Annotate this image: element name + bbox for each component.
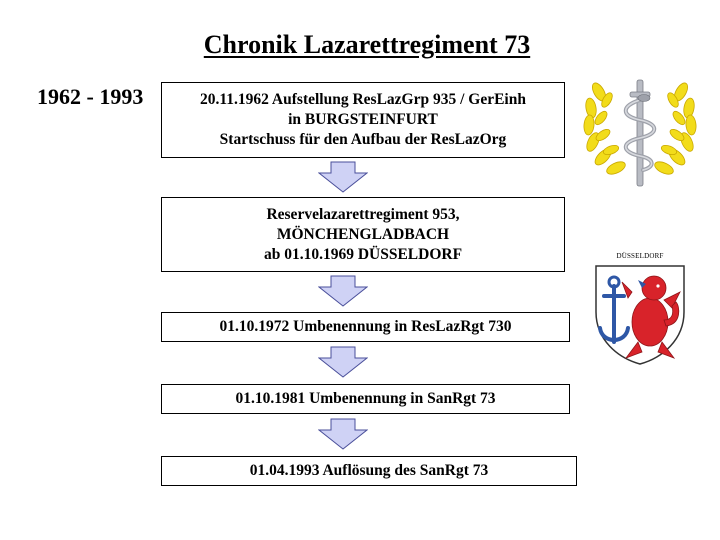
timeline-box-2-line-3: ab 01.10.1969 DÜSSELDORF — [263, 245, 463, 263]
timeline-box-2-line-2: MÖNCHENGLADBACH — [276, 225, 450, 243]
timeline-box-3 — [161, 312, 570, 342]
timeline-box-2-line-1: Reservelazarettregiment 953, — [266, 205, 460, 223]
timeline-box-1-line-1: 20.11.1962 Aufstellung ResLazGrp 935 / GerEinh — [200, 91, 526, 108]
timeline-box-1-line-3: Startschuss für den Aufbau der ResLazOrg — [219, 131, 507, 148]
timeline-box-2 — [161, 197, 565, 272]
period-label: 1962 - 1993 — [37, 84, 144, 109]
down-arrow-icon — [318, 418, 368, 450]
timeline-box-1 — [161, 82, 565, 158]
timeline-box-5-line-1: 01.04.1993 Auflösung des SanRgt 73 — [249, 462, 489, 479]
duesseldorf-coat-of-arms — [592, 262, 688, 366]
timeline-box-4-line-1: 01.10.1981 Umbenennung in SanRgt 73 — [235, 390, 496, 407]
down-arrow-icon — [318, 275, 368, 307]
page-title: Chronik Lazarettregiment 73 — [203, 30, 531, 59]
timeline-box-3-line-1: 01.10.1972 Umbenennung in ResLazRgt 730 — [219, 318, 512, 335]
timeline-box-1-line-2: in BURGSTEINFURT — [288, 111, 438, 128]
timeline-box-5 — [161, 456, 577, 486]
down-arrow-icon — [318, 161, 368, 193]
timeline-box-4 — [161, 384, 570, 414]
crest-label: DÜSSELDORF — [616, 252, 664, 260]
down-arrow-icon — [318, 346, 368, 378]
caduceus-laurel-emblem — [581, 70, 699, 190]
